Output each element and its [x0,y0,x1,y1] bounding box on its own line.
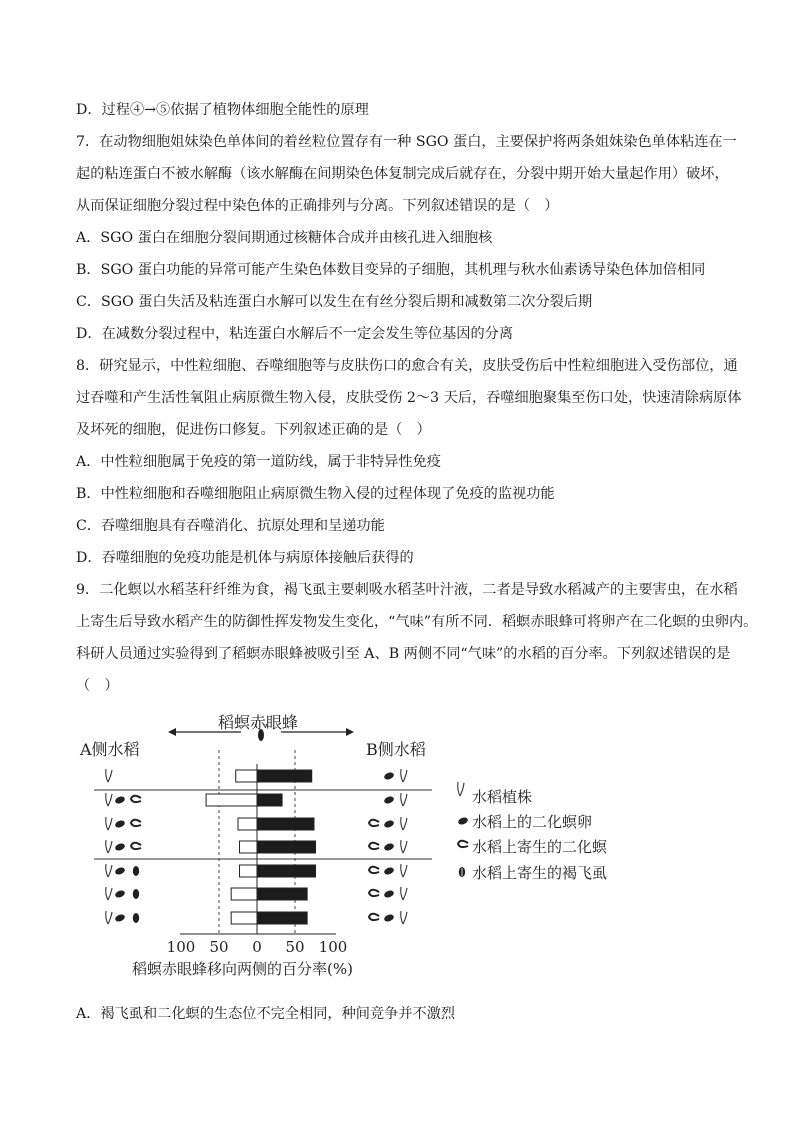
legend-item-rice [458,782,532,806]
rice-plant-icon [106,864,112,877]
borer-egg-icon [383,819,395,828]
legend-label-rice: 水稻植株 [472,788,533,806]
rice-plant-icon [106,911,112,924]
option-c-q8: C．吞噬细胞具有吞噬消化、抗原处理和呈递功能 [76,518,385,534]
rice-plant-icon [401,864,407,877]
option-d-q7: D．在减数分裂过程中，粘连蛋白水解后不一定会发生等位基因的分离 [76,326,514,342]
borer-egg-icon [114,795,126,804]
borer-larva-icon [458,841,468,847]
bar-a-row-5 [240,865,257,877]
borer-egg-icon [457,816,469,825]
borer-egg-icon [114,866,126,875]
left-arrow-head [168,728,176,736]
option-b-q8: B．中性粒细胞和吞噬细胞阻止病原微生物入侵的过程体现了免疫的监视功能 [76,486,555,502]
bar-b-row-7 [257,912,307,924]
legend-label-borer-egg: 水稻上的二化螟卵 [472,813,593,831]
right-side-label: B侧水稻 [366,740,426,759]
bar-b-row-1 [257,770,312,782]
bar-b-row-6 [257,888,307,900]
bar-a-row-3 [238,818,257,830]
option-a-q9: A．褐飞虱和二化螟的生态位不完全相同，种间竞争并不激烈 [76,1006,456,1022]
planthopper-icon [459,867,465,877]
borer-larva-icon [131,843,141,849]
x-axis-label: 稻螟赤眼蜂移向两侧的百分率(%) [132,960,353,978]
borer-egg-icon [383,913,395,922]
question-9-line-1: 9．二化螟以水稻茎秆纤维为食，褐飞虱主要刺吸水稻茎叶汁液，二者是导致水稻减产的主要害虫，在水稻 [76,582,738,598]
borer-larva-icon [369,867,379,873]
borer-larva-icon [131,820,141,826]
legend [457,782,608,882]
x-tick-label: 50 [209,938,229,956]
rice-plant-icon [106,840,112,853]
bar-a-row-1 [236,770,257,782]
borer-egg-icon [114,842,126,851]
question-8-line-3: 及坏死的细胞，促进伤口修复。下列叙述正确的是（ ） [76,422,431,438]
borer-egg-icon [114,819,126,828]
bar-b-row-4 [257,841,316,853]
bar-a-row-4 [240,841,257,853]
borer-egg-icon [114,913,126,922]
rice-plant-icon [106,817,112,830]
x-tick-label: 100 [166,938,196,956]
borer-egg-icon [383,889,395,898]
rice-plant-icon [401,793,407,806]
legend-label-planthopper: 水稻上寄生的褐飞虱 [472,864,608,882]
bar-b-row-5 [257,865,316,877]
question-9-line-2: 上寄生后导致水稻产生的防御性挥发物发生变化，“气味”有所不同．稻螟赤眼蜂可将卵产在二化螟的虫卵内。 [76,614,758,630]
option-c-q7: C．SGO 蛋白失活及粘连蛋白水解可以发生在有丝分裂后期和减数第二次分裂后期 [76,294,593,310]
borer-egg-icon [114,889,126,898]
question-7-line-1: 7．在动物细胞姐妹染色单体间的着丝粒位置存有一种 SGO 蛋白，主要保护将两条姐妹染色单体粘连在一 [76,134,737,150]
question-8-line-2: 过吞噬和产生活性氧阻止病原微生物入侵，皮肤受伤 2～3 天后，吞噬细胞聚集至伤口处，快速清除病原体 [76,390,742,406]
legend-label-borer-larva: 水稻上寄生的二化螟 [472,838,608,856]
planthopper-icon [133,866,139,876]
bar-a-row-2 [206,794,257,806]
legend-item-planthopper [459,864,607,882]
rice-plant-icon [106,769,112,782]
bar-a-row-7 [231,912,257,924]
x-tick-label: 100 [318,938,348,956]
figure-title: 稻螟赤眼蜂 [217,713,299,732]
experiment-figure [76,712,636,982]
rice-plant-icon [106,887,112,900]
rice-plant-icon [401,840,407,853]
rice-plant-icon [458,782,464,796]
question-8-line-1: 8．研究显示，中性粒细胞、吞噬细胞等与皮肤伤口的愈合有关，皮肤受伤后中性粒细胞进入受伤部位，通 [76,358,738,374]
left-side-label: A侧水稻 [80,740,140,759]
borer-larva-icon [369,820,379,826]
borer-egg-icon [383,795,395,804]
borer-egg-icon [383,866,395,875]
right-arrow-head [346,728,354,736]
question-9-line-3: 科研人员通过实验得到了稻螟赤眼蜂被吸引至 A、B 两侧不同“气味”的水稻的百分率。下列叙述错误的是 [76,646,731,662]
rice-plant-icon [401,817,407,830]
option-b-q7: B．SGO 蛋白功能的异常可能产生染色体数目变异的子细胞，其机理与秋水仙素诱导染色体加倍相同 [76,262,706,278]
question-9-line-4: （ ） [76,678,119,694]
x-ticks [167,938,348,956]
option-d-q6: D．过程④→⑤依据了植物体细胞全能性的原理 [76,102,369,118]
borer-larva-icon [369,914,379,920]
borer-larva-icon [131,796,141,802]
planthopper-icon [133,889,139,899]
option-d-q8: D．吞噬细胞的免疫功能是机体与病原体接触后获得的 [76,550,414,566]
legend-item-borer-egg [457,813,592,831]
rice-plant-icon [401,769,407,782]
option-a-q8: A．中性粒细胞属于免疫的第一道防线，属于非特异性免疫 [76,454,441,470]
experiment-chart [76,712,636,982]
bar-b-row-3 [257,818,314,830]
borer-egg-icon [383,842,395,851]
borer-larva-icon [369,843,379,849]
bar-a-row-6 [231,888,257,900]
rice-plant-icon [401,911,407,924]
x-tick-label: 0 [252,938,262,956]
borer-egg-icon [383,771,395,780]
x-tick-label: 50 [285,938,305,956]
question-7-line-3: 从而保证细胞分裂过程中染色体的正确排列与分离。下列叙述错误的是（ ） [76,198,559,214]
rice-plant-icon [401,887,407,900]
bar-b-row-2 [257,794,282,806]
rice-plant-icon [106,793,112,806]
option-a-q7: A．SGO 蛋白在细胞分裂间期通过核糖体合成并由核孔进入细胞核 [76,230,493,246]
question-7-line-2: 起的粘连蛋白不被水解酶（该水解酶在间期染色体复制完成后就存在，分裂中期开始大量起作用）破坏， [76,166,729,182]
legend-item-borer-larva [458,838,608,856]
planthopper-icon [133,913,139,923]
borer-larva-icon [369,890,379,896]
